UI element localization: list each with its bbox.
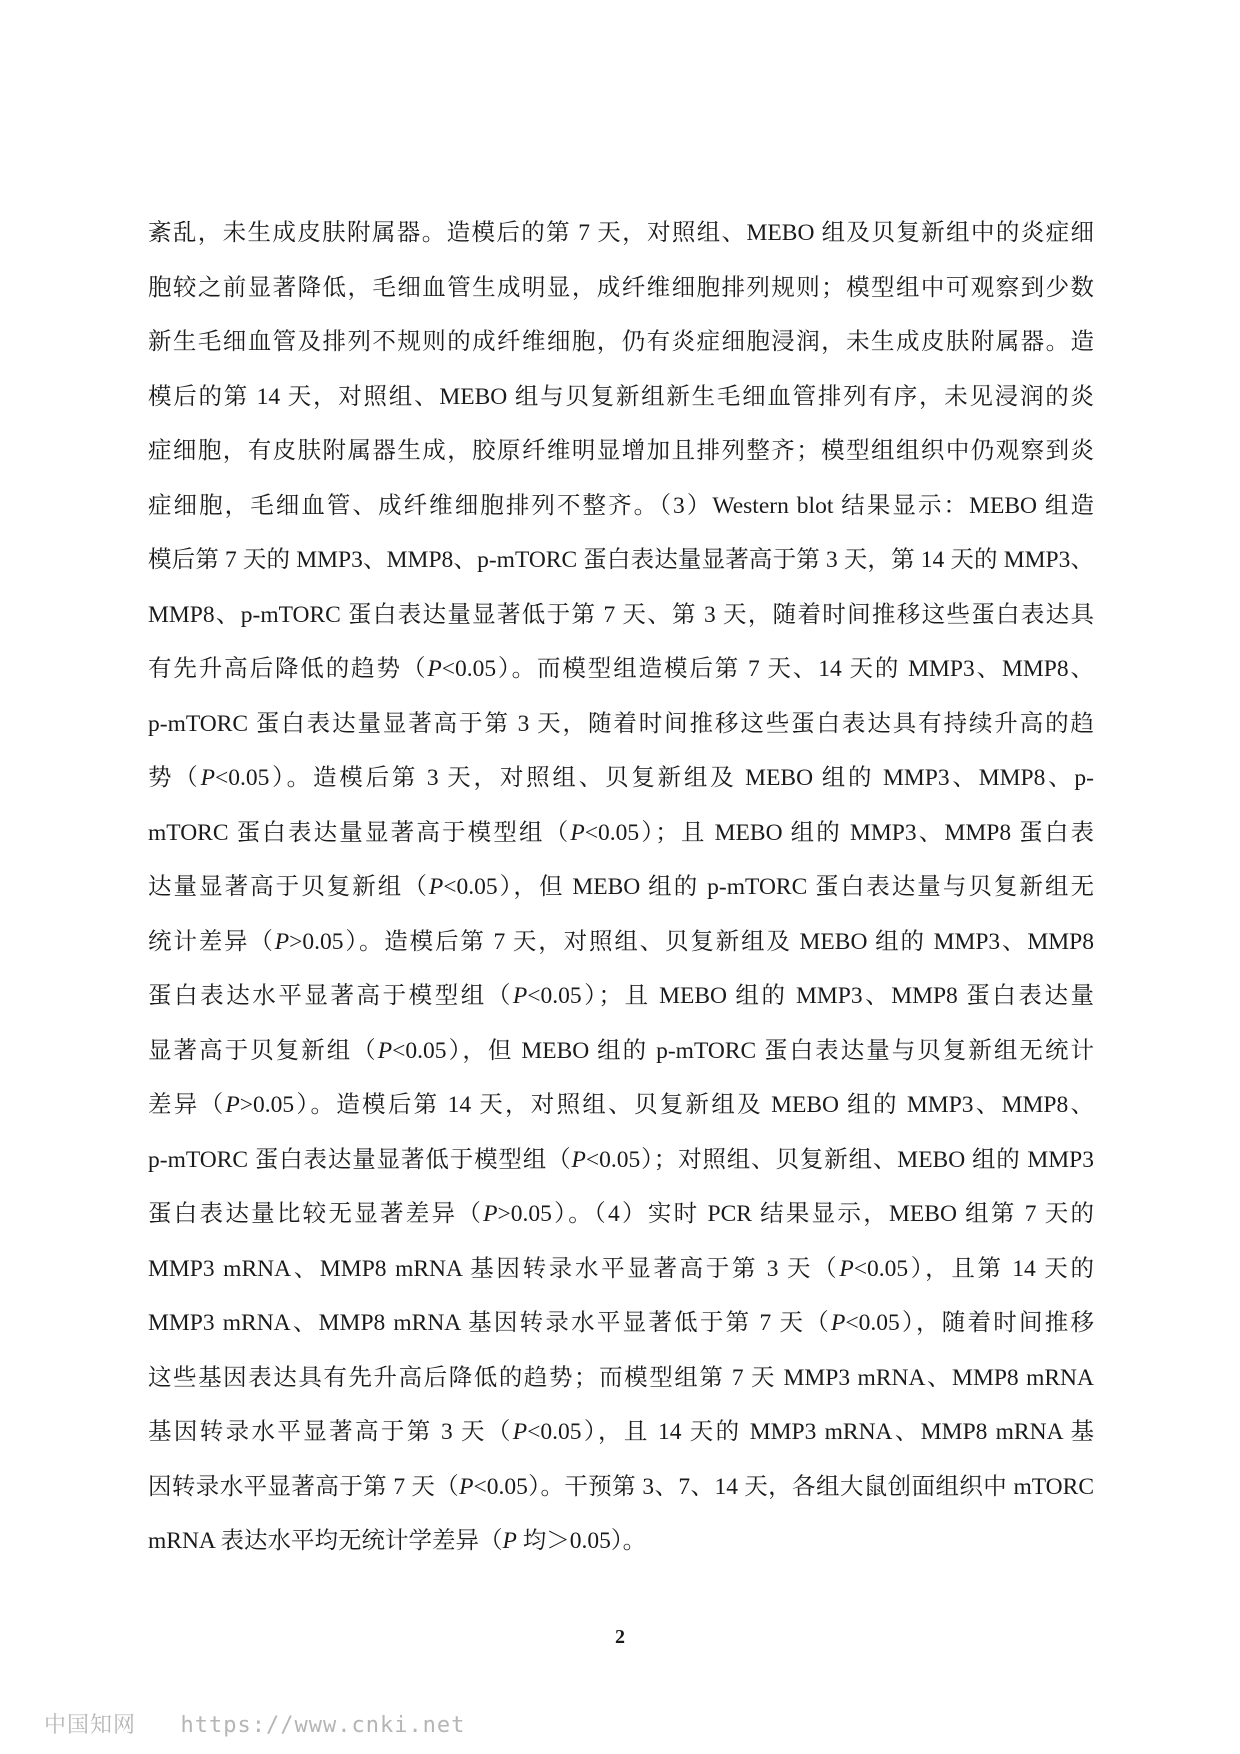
text-line: MMP8、p-mTORC 蛋白表达量显著低于第 7 天、第 3 天，随着时间推移这些蛋白表达具 [148, 601, 1094, 628]
page-number: 2 [615, 1626, 625, 1648]
text-line: 达量显著高于贝复新组（P<0.05），但 MEBO 组的 p-mTORC 蛋白表达量与贝复新组无 [148, 874, 1094, 900]
text-line: MMP3 mRNA、MMP8 mRNA 基因转录水平显著低于第 7 天（P<0.05），随着时间推移 [148, 1310, 1094, 1336]
text-line: MMP3 mRNA、MMP8 mRNA 基因转录水平显著高于第 3 天（P<0.05），且第 14 天的 [148, 1255, 1094, 1282]
text-line: 因转录水平显著高于第 7 天（P<0.05）。干预第 3、7、14 天，各组大鼠创面组织中 mTORC [148, 1473, 1094, 1500]
text-line: 症细胞，毛细血管、成纤维细胞排列不整齐。（3）Western blot 结果显示：MEBO 组造 [148, 492, 1094, 519]
text-line: 模后第 7 天的 MMP3、MMP8、p-mTORC 蛋白表达量显著高于第 3 天，第 14 天的 MMP3、 [148, 547, 1094, 573]
text-line: 有先升高后降低的趋势（P<0.05）。而模型组造模后第 7 天、14 天的 MMP3、MMP8、 [148, 656, 1094, 682]
text-line: mTORC 蛋白表达量显著高于模型组（P<0.05）；且 MEBO 组的 MMP3、MMP8 蛋白表 [148, 819, 1095, 846]
text-line: 基因转录水平显著高于第 3 天（P<0.05），且 14 天的 MMP3 mRNA、MMP8 mRNA 基 [148, 1419, 1095, 1445]
text-line: p-mTORC 蛋白表达量显著低于模型组（P<0.05）；对照组、贝复新组、MEBO 组的 MMP3 [148, 1146, 1094, 1173]
text-line: 显著高于贝复新组（P<0.05），但 MEBO 组的 p-mTORC 蛋白表达量与贝复新组无统计 [148, 1037, 1094, 1064]
text-line: 蛋白表达水平显著高于模型组（P<0.05）；且 MEBO 组的 MMP3、MMP8 蛋白表达量 [148, 983, 1095, 1009]
text-line: 势（P<0.05）。造模后第 3 天，对照组、贝复新组及 MEBO 组的 MMP3、MMP8、p- [148, 765, 1094, 791]
text-line: 新生毛细血管及排列不规则的成纤维细胞，仍有炎症细胞浸润，未生成皮肤附属器。造 [148, 329, 1094, 355]
text-line: 蛋白表达量比较无显著差异（P>0.05）。（4）实时 PCR 结果显示，MEBO 组第 7 天的 [148, 1201, 1094, 1227]
text-line: 统计差异（P>0.05）。造模后第 7 天，对照组、贝复新组及 MEBO 组的 MMP3、MMP8 [148, 928, 1094, 955]
text-line: 紊乱，未生成皮肤附属器。造模后的第 7 天，对照组、MEBO 组及贝复新组中的炎症细 [148, 220, 1094, 246]
text-line: 这些基因表达具有先升高后降低的趋势；而模型组第 7 天 MMP3 mRNA、MMP8 mRNA [148, 1364, 1094, 1391]
watermark-cn-text: 中国知网 [44, 1713, 137, 1738]
cnki-watermark [44, 1708, 465, 1739]
text-line: p-mTORC 蛋白表达量显著高于第 3 天，随着时间推移这些蛋白表达具有持续升高的趋 [148, 710, 1094, 737]
text-line: mRNA 表达水平均无统计学差异（P 均＞0.05）。 [148, 1528, 647, 1554]
text-line: 胞较之前显著降低，毛细血管生成明显，成纤维细胞排列规则；模型组中可观察到少数 [148, 274, 1094, 301]
text-line: 差异（P>0.05）。造模后第 14 天，对照组、贝复新组及 MEBO 组的 MMP3、MMP8、 [148, 1092, 1094, 1118]
text-line: 症细胞，有皮肤附属器生成，胶原纤维明显增加且排列整齐；模型组组织中仍观察到炎 [148, 438, 1094, 464]
watermark-url: https://www.cnki.net [180, 1713, 466, 1738]
text-line: 模后的第 14 天，对照组、MEBO 组与贝复新组新生毛细血管排列有序，未见浸润的炎 [148, 383, 1094, 410]
body-paragraph [148, 206, 1094, 1569]
